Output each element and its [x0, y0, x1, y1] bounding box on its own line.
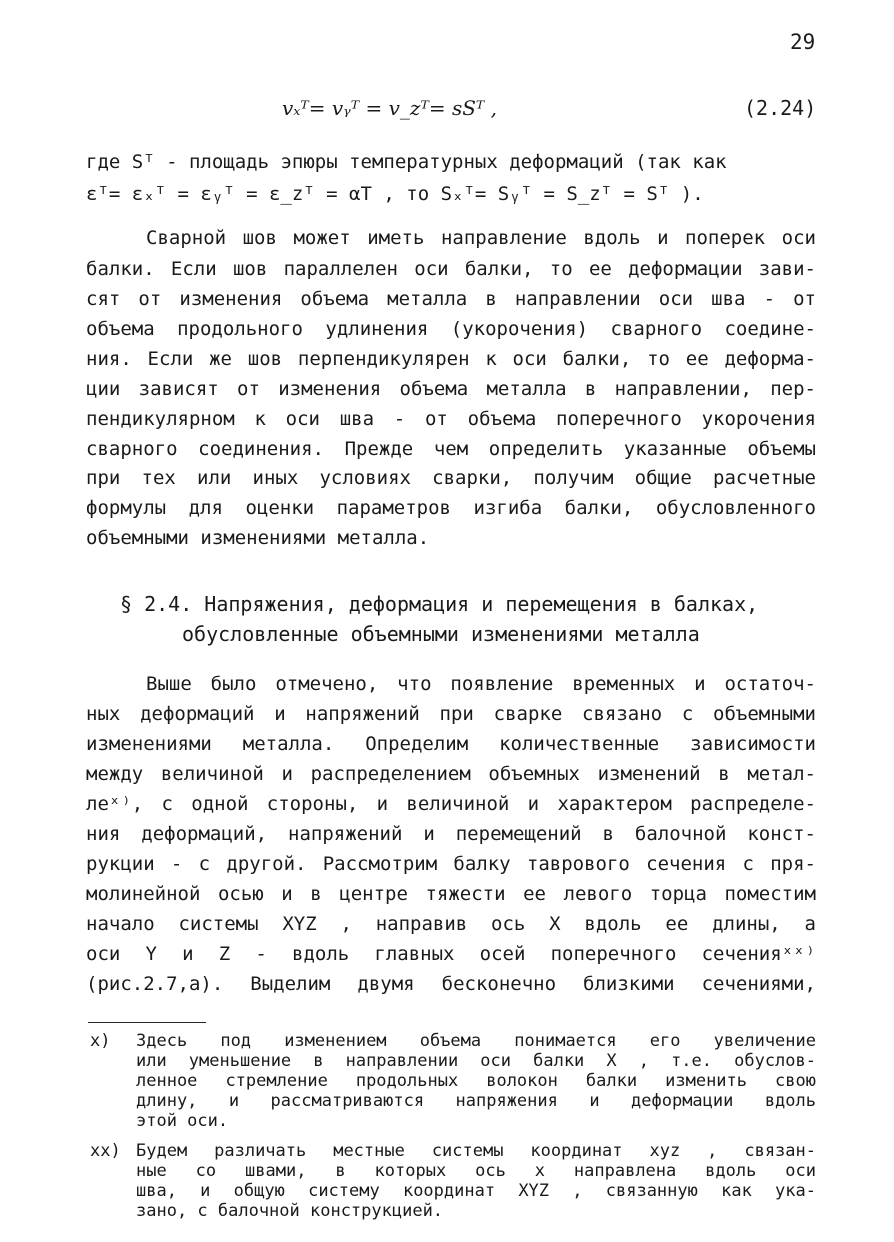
text-line: балки. Если шов параллелен оси балки, то ее деформации зави-: [86, 258, 816, 280]
text-line: молинейной осью и в центре тяжести ее левого торца поместим: [86, 883, 816, 905]
footnote-line: ленное стремление продольных волокон балки изменить свою: [136, 1071, 816, 1091]
footnote-line: этой оси.: [136, 1111, 229, 1131]
equation-number: (2.24): [744, 96, 817, 120]
text-line: формулы для оценки параметров изгиба балки, обусловленного: [86, 497, 816, 519]
text-line: ции зависят от изменения объема металла в направлении, пер-: [86, 378, 816, 400]
text-line: леˣ⁾, с одной стороны, и величиной и характером распределе-: [86, 793, 816, 815]
footnote-line: или уменьшение в направлении оси балки X , т.е. обуслов-: [136, 1051, 816, 1071]
footnote-mark: [90, 1032, 136, 1051]
footnote-divider: [88, 1022, 206, 1023]
section-heading-line2: обусловленные объемными изменениями металла: [182, 622, 700, 646]
text-line: ных деформаций и напряжений при сварке связано с объемными: [86, 703, 816, 725]
text-line: сят от изменения объема металла в направлении оси шва - от: [86, 288, 816, 310]
footnote-line: длину, и рассматриваются напряжения и деформации вдоль: [136, 1091, 816, 1111]
section-heading-line1: § 2.4. Напряжения, деформация и перемещения в балках,: [120, 592, 759, 616]
text-line: оси Y и Z - вдоль главных осей поперечного сеченияˣˣ⁾: [86, 943, 816, 965]
text-line: сварного соединения. Прежде чем определить указанные объемы: [86, 438, 816, 460]
text-line: ния деформаций, напряжений и перемещений в балочной конст-: [86, 823, 816, 845]
text-line: рукции - с другой. Рассмотрим балку таврового сечения с пря-: [86, 853, 816, 875]
footnote-mark-1: x): [90, 1031, 111, 1051]
text-line: где Sᵀ - площадь эпюры температурных деформаций (так как: [86, 151, 727, 173]
text-line: (рис.2.7,а). Выделим двумя бесконечно близкими сечениями,: [86, 973, 816, 995]
text-line: при тех или иных условиях сварки, получим общие расчетные: [86, 467, 816, 489]
text-line: εᵀ= εₓᵀ = εᵧᵀ = ε_zᵀ = αT , то Sₓᵀ= Sᵧᵀ = S_zᵀ = Sᵀ ).: [86, 183, 704, 205]
text-line: объемными изменениями металла.: [86, 527, 430, 549]
footnote-mark: [90, 1142, 136, 1161]
page-number: 29: [790, 30, 816, 54]
footnote-mark-2: xx): [90, 1141, 121, 1161]
text-line: начало системы XYZ , направив ось X вдоль ее длины, а: [86, 913, 816, 935]
text-line: изменениями металла. Определим количественные зависимости: [86, 733, 816, 755]
text-line: ния. Если же шов перпендикулярен к оси балки, то ее деформа-: [86, 348, 816, 370]
text-line: между величиной и распределением объемных изменений в метал-: [86, 763, 816, 785]
footnote-line: шва, и общую систему координат XYZ , связанную как ука-: [136, 1181, 816, 1201]
text-line: пендикулярном к оси шва - от объема поперечного укорочения: [86, 408, 816, 430]
footnote-line: Здесь под изменением объема понимается его увеличение: [136, 1031, 816, 1051]
footnote-line: Будем различать местные системы координат xyz , связан-: [136, 1141, 816, 1161]
text-line: Выше было отмечено, что появление временных и остаточ-: [146, 673, 816, 695]
text-line: Сварной шов может иметь направление вдоль и поперек оси: [146, 227, 816, 249]
footnote-line: ные со швами, в которых ось x направлена вдоль оси: [136, 1161, 816, 1181]
text-line: объема продольного удлинения (укорочения) сварного соедине-: [86, 318, 816, 340]
footnote-line: зано, с балочной конструкцией.: [136, 1201, 444, 1221]
formula-2-24: vₓᵀ= vᵧᵀ = v_zᵀ= sSᵀ ,: [282, 96, 498, 120]
